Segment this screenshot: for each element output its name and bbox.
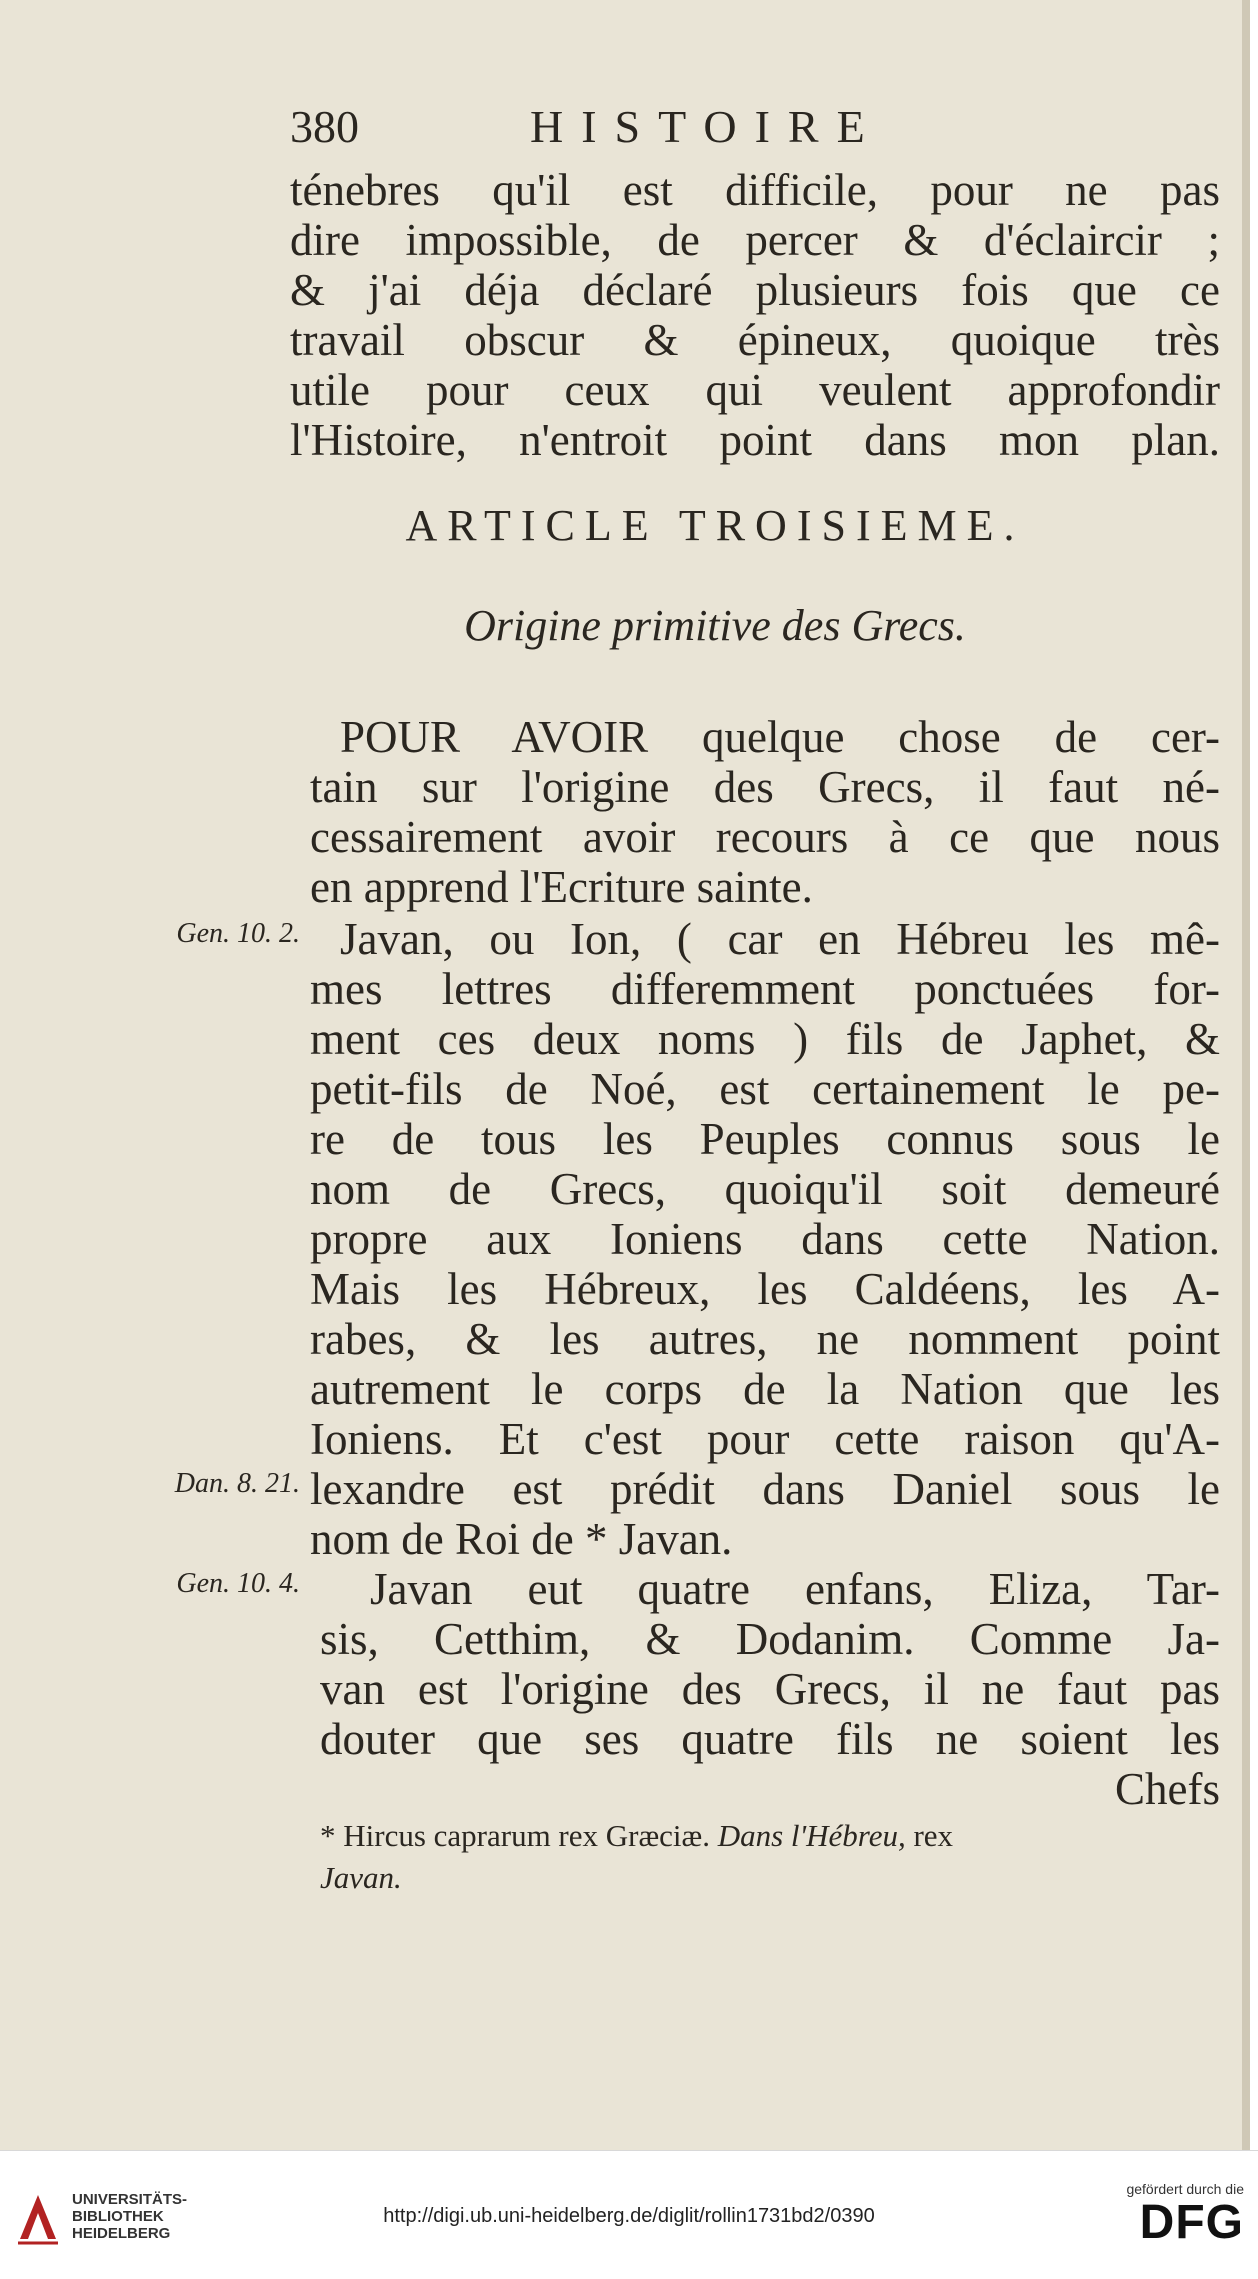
- intro-paragraph: [290, 165, 1220, 465]
- funding-block: [1084, 2181, 1244, 2249]
- text-line: nom de Roi de * Javan.: [310, 1514, 733, 1564]
- text-line: POUR AVOIR quelque chose de cer-: [340, 712, 1220, 762]
- text-line: l'Histoire, n'entroit point dans mon plan.: [290, 415, 1220, 465]
- text-line: travail obscur & épineux, quoique très: [290, 315, 1220, 365]
- dfg-logo: DFG: [1139, 2196, 1244, 2249]
- section-subheading: Origine primitive des Grecs.: [464, 601, 966, 650]
- text-line: tain sur l'origine des Grecs, il faut né-: [310, 762, 1220, 812]
- text-line: sis, Cetthim, & Dodanim. Comme Ja-: [320, 1614, 1220, 1664]
- text-line: Javan, ou Ion, ( car en Hébreu les mê-: [340, 914, 1220, 964]
- paragraph-3-first: [370, 1564, 1220, 1614]
- digitization-footer: [0, 2150, 1258, 2279]
- text-line: mes lettres differemment ponctuées for-: [310, 964, 1220, 1014]
- text-line: nom de Grecs, quoiqu'il soit demeuré: [310, 1164, 1220, 1214]
- text-line: autrement le corps de la Nation que les: [310, 1364, 1220, 1414]
- text-line: utile pour ceux qui veulent approfondir: [290, 365, 1220, 415]
- text-line: ténebres qu'il est difficile, pour ne pas: [290, 165, 1220, 215]
- funding-caption: gefördert durch die: [1126, 2181, 1244, 2197]
- institution-line: UNIVERSITÄTS-: [72, 2191, 188, 2208]
- footnote-text: * Hircus caprarum rex Græciæ.: [320, 1818, 710, 1853]
- paragraph-1: [340, 712, 1220, 762]
- institution-line: BIBLIOTHEK: [72, 2208, 164, 2225]
- page-number: 380: [290, 101, 359, 152]
- text-line: Ioniens. Et c'est pour cette raison qu'A-: [310, 1414, 1220, 1464]
- footnote-line: [320, 1815, 1220, 1857]
- text-line: cessairement avoir recours à ce que nous: [310, 812, 1220, 862]
- text-line: propre aux Ioniens dans cette Nation.: [310, 1214, 1220, 1264]
- permalink-url[interactable]: http://digi.ub.uni-heidelberg.de/diglit/rollin1731bd2/0390: [383, 2205, 875, 2227]
- article-heading: ARTICLE TROISIEME.: [405, 501, 1025, 550]
- footnote-line-2: Javan.: [320, 1860, 402, 1895]
- paragraph-2: [310, 964, 1220, 1564]
- text-line: lexandre est prédit dans Daniel sous le: [310, 1464, 1220, 1514]
- margin-note-gen-10-2: Gen. 10. 2.: [176, 918, 300, 949]
- text-line: re de tous les Peuples connus sous le: [310, 1114, 1220, 1164]
- paragraph-1-cont: [310, 762, 1220, 912]
- paragraph-3: [320, 1614, 1220, 1814]
- text-line: douter que ses quatre fils ne soient les: [320, 1714, 1220, 1764]
- text-line: Mais les Hébreux, les Caldéens, les A-: [310, 1264, 1220, 1314]
- footnote: [320, 1815, 1220, 1899]
- running-head: HISTOIRE: [530, 101, 883, 152]
- paragraph-2-first: [340, 914, 1220, 964]
- text-line: van est l'origine des Grecs, il ne faut pas: [320, 1664, 1220, 1714]
- page-header: [290, 100, 970, 160]
- footnote-end: rex: [913, 1818, 954, 1853]
- text-line: petit-fils de Noé, est certainement le pe-: [310, 1064, 1220, 1114]
- catchword: Chefs: [1115, 1764, 1220, 1814]
- text-line: rabes, & les autres, ne nomment point: [310, 1314, 1220, 1364]
- institution-line: HEIDELBERG: [72, 2225, 171, 2242]
- footnote-italic: Dans l'Hébreu,: [717, 1818, 906, 1853]
- margin-note-gen-10-4: Gen. 10. 4.: [176, 1568, 300, 1599]
- text-line: Javan eut quatre enfans, Eliza, Tar-: [370, 1564, 1220, 1614]
- text-line: & j'ai déja déclaré plusieurs fois que ce: [290, 265, 1220, 315]
- text-line: en apprend l'Ecriture sainte.: [310, 862, 813, 912]
- text-line: ment ces deux noms ) fils de Japhet, &: [310, 1014, 1220, 1064]
- text-line: dire impossible, de percer & d'éclaircir ;: [290, 215, 1220, 265]
- margin-note-dan-8-21: Dan. 8. 21.: [174, 1468, 300, 1499]
